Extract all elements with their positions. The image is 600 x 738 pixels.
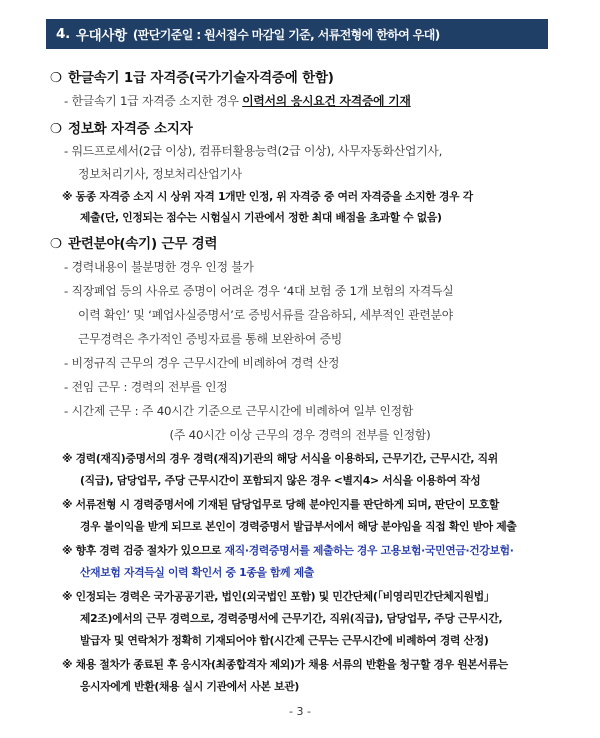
- note-1-line2: (직급), 담당업무, 주당 근무시간이 포함되지 않은 경우 <별지4> 서식을 이용하여 작성: [80, 474, 481, 487]
- section-header: [46, 19, 548, 49]
- note-4-line1: ※ 인정되는 경력은 국가공공기관, 법인(외국법인 포함) 및 민간단체(「비영리민간단체지원법」: [62, 590, 495, 603]
- note-3-line2: 산재보험 자격득실 이력 확인서 중 1종을 함께 제출: [80, 566, 315, 579]
- note-4-line3: 발급자 및 연락처가 정확히 기재되어야 함(시간제 근무는 근무시간에 비례하여 경력 산정): [80, 634, 489, 647]
- heading-info-cert: ❍ 정보화 자격증 소지자: [50, 121, 193, 137]
- note-info-cert-line2: 제출(단, 인정되는 점수는 시험실시 기관에서 정한 최대 배점을 초과할 수 없음): [80, 211, 442, 224]
- note-2-line1: ※ 서류전형 시 경력증명서에 기재된 담당업무로 당해 분야인지를 판단하게 되며, 판단이 모호할: [62, 498, 499, 511]
- bullet-circle-icon: ❍: [50, 121, 62, 137]
- item-career-3: - 비정규직 근무의 경우 근무시간에 비례하여 경력 산정: [64, 356, 340, 370]
- note-3-line1: ※ 향후 경력 검증 절차가 있으므로 재직·경력증명서를 제출하는 경우 고용보험·국민연금·건강보험·: [62, 544, 514, 557]
- heading-hangul-cert: ❍ 한글속기 1급 자격증(국가기술자격증에 한함): [50, 70, 334, 86]
- item-info-cert-line2: 정보처리기사, 정보처리산업기사: [78, 167, 242, 181]
- item-hangul-cert: - 한글속기 1급 자격증 소지한 경우 이력서의 응시요건 자격증에 기재: [64, 94, 411, 108]
- item-career-2-line2: 이력 확인’ 및 ‘폐업사실증명서’로 증빙서류를 갈음하되, 세부적인 관련분야: [78, 308, 453, 322]
- item-info-cert-line1: - 워드프로세서(2급 이상), 컴퓨터활용능력(2급 이상), 사무자동화산업기사,: [64, 144, 443, 158]
- bullet-circle-icon: ❍: [50, 70, 62, 86]
- item-career-2-line1: - 직장폐업 등의 사유로 증명이 어려운 경우 ‘4대 보험 중 1개 보험의 자격득실: [64, 284, 454, 298]
- heading-career: ❍ 관련분야(속기) 근무 경력: [50, 236, 218, 252]
- item-career-4: - 전임 근무 : 경력의 전부를 인정: [64, 380, 228, 394]
- note-2-line2: 경우 불이익을 받게 되므로 본인이 경력증명서 발급부서에서 해당 분야임을 직접 확인 받아 제출: [80, 520, 517, 533]
- bullet-circle-icon: ❍: [50, 236, 62, 252]
- section-criteria: (판단기준일 : 원서접수 마감일 기준, 서류전형에 한하여 우대): [132, 27, 440, 42]
- item-career-2-line3: 근무경력은 추가적인 증빙자료를 통해 보완하여 증빙: [78, 332, 343, 346]
- note-4-line2: 제2조)에서의 근무 경력으로, 경력증명서에 근무기간, 직위(직급), 담당업무, 주당 근무시간,: [80, 612, 503, 625]
- note-1-line1: ※ 경력(재직)증명서의 경우 경력(재직)기관의 해당 서식을 이용하되, 근무기간, 근무시간, 직위: [62, 452, 498, 465]
- item-career-5-sub: (주 40시간 이상 근무의 경우 경력의 전부를 인정함): [169, 428, 431, 442]
- note-5-line2: 응시자에게 반환(채용 실시 기관에서 사본 보관): [80, 680, 300, 693]
- section-title: 우대사항: [75, 28, 127, 44]
- note-info-cert-line1: ※ 동종 자격증 소지 시 상위 자격 1개만 인정, 위 자격증 중 여러 자격증을 소지한 경우 각: [62, 190, 473, 203]
- item-career-5: - 시간제 근무 : 주 40시간 기준으로 근무시간에 비례하여 일부 인정함: [64, 404, 414, 418]
- note-5-line1: ※ 채용 절차가 종료된 후 응시자(최종합격자 제외)가 채용 서류의 반환을 청구할 경우 원본서류는: [62, 658, 508, 671]
- section-number: 4.: [56, 26, 70, 42]
- item-career-1: - 경력내용이 불분명한 경우 인정 불가: [64, 260, 254, 274]
- page-number: - 3 -: [289, 705, 311, 718]
